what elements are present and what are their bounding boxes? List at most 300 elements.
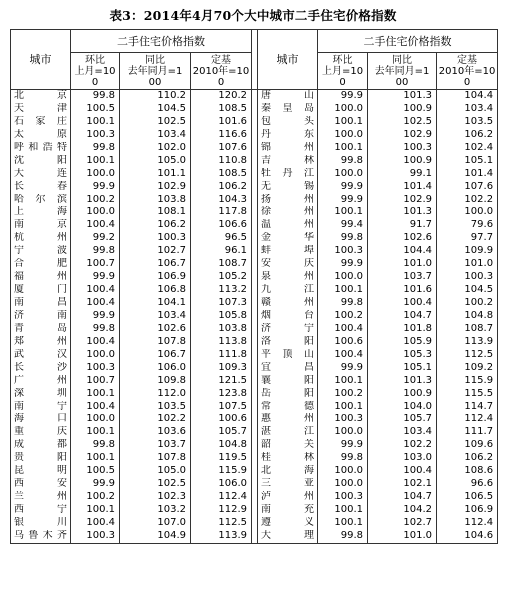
city-name: 杭 州 [14, 232, 67, 244]
index-group-header-left: 二手住宅价格指数 [71, 30, 252, 53]
index-value: 102.3 [157, 491, 186, 503]
index-value: 101.1 [157, 167, 186, 179]
price-index-table [10, 29, 498, 544]
city-name: 襄 阳 [261, 374, 315, 386]
city-name: 锦 州 [261, 141, 315, 153]
index-value: 112.4 [464, 413, 494, 425]
index-value: 105.1 [403, 361, 433, 373]
city-name: 泉 州 [261, 271, 315, 283]
index-value: 101.6 [218, 115, 248, 127]
index-value: 101.0 [464, 258, 494, 270]
index-value: 106.8 [157, 284, 186, 296]
index-value: 100.9 [403, 154, 433, 166]
index-value: 105.1 [464, 154, 494, 166]
city-name: 呼 和 浩 特 [14, 141, 67, 153]
city-name: 银 川 [14, 516, 67, 528]
index-value: 107.8 [157, 452, 186, 464]
index-value: 99.9 [340, 258, 364, 270]
index-value: 100.1 [334, 115, 364, 127]
index-value: 96.1 [224, 245, 248, 257]
index-value: 100.0 [334, 167, 364, 179]
index-value: 101.3 [403, 206, 433, 218]
index-value: 100.1 [334, 400, 364, 412]
city-column-right [258, 90, 318, 544]
city-name: 秦 皇 岛 [261, 102, 315, 114]
index-value: 100.4 [86, 516, 115, 528]
index-value: 100.4 [86, 219, 115, 231]
index-value: 100.1 [334, 504, 364, 515]
index-value: 104.8 [464, 309, 494, 321]
index-value: 101.0 [403, 258, 433, 270]
mom-header-left: 环比 上月=10 0 [71, 53, 120, 90]
yoy-header-left: 同比 去年同月=1 00 [120, 53, 191, 90]
index-value: 109.9 [464, 245, 494, 257]
index-value: 102.2 [403, 439, 433, 451]
city-name: 天 津 [14, 102, 67, 114]
city-header-right: 城市 [258, 30, 318, 90]
index-value: 99.9 [340, 180, 364, 192]
city-name: 西 宁 [14, 504, 67, 515]
index-value: 100.7 [86, 374, 115, 386]
index-value: 106.9 [157, 271, 186, 283]
index-value: 100.3 [403, 141, 433, 153]
index-value: 101.3 [403, 90, 433, 101]
index-value: 100.5 [86, 465, 115, 477]
index-value: 108.5 [218, 102, 248, 114]
index-value: 109.2 [464, 361, 494, 373]
index-value: 102.7 [403, 516, 433, 528]
city-name: 武 汉 [14, 348, 67, 360]
city-name: 南 宁 [14, 400, 67, 412]
index-value: 105.0 [157, 465, 186, 477]
city-name: 海 口 [14, 413, 67, 425]
city-name: 桂 林 [261, 452, 315, 464]
index-value: 99.8 [340, 452, 364, 464]
index-value: 105.2 [218, 271, 248, 283]
index-value: 99.8 [340, 297, 364, 308]
index-value: 100.5 [86, 102, 115, 114]
city-name: 上 海 [14, 206, 67, 218]
index-value: 103.4 [464, 102, 494, 114]
index-value: 102.2 [464, 193, 494, 205]
city-name: 牡 丹 江 [261, 167, 315, 179]
city-name: 青 岛 [14, 322, 67, 334]
index-value: 107.8 [157, 335, 186, 347]
index-value: 102.9 [403, 128, 433, 140]
index-value: 100.0 [86, 348, 115, 360]
index-value: 112.9 [218, 504, 248, 515]
index-value: 103.2 [157, 504, 186, 515]
index-value: 99.8 [92, 90, 115, 101]
city-name: 成 都 [14, 439, 67, 451]
index-value: 111.8 [218, 348, 248, 360]
index-value: 100.1 [86, 115, 115, 127]
city-name: 北 海 [261, 465, 315, 477]
index-value: 106.2 [464, 452, 494, 464]
city-name: 九 江 [261, 284, 315, 296]
index-value: 99.1 [409, 167, 433, 179]
index-value: 100.3 [86, 361, 115, 373]
index-value: 100.1 [86, 452, 115, 464]
index-value: 100.0 [334, 128, 364, 140]
index-value: 104.4 [403, 245, 433, 257]
index-value: 97.7 [470, 232, 494, 244]
index-value: 103.4 [157, 128, 186, 140]
index-value: 100.4 [334, 322, 364, 334]
index-value: 100.1 [86, 504, 115, 515]
index-value: 106.2 [218, 180, 248, 192]
index-value: 102.5 [403, 115, 433, 127]
city-name: 三 亚 [261, 478, 315, 490]
index-value: 100.9 [403, 102, 433, 114]
index-value: 100.4 [86, 400, 115, 412]
city-name: 徐 州 [261, 206, 315, 218]
index-value: 107.6 [464, 180, 494, 192]
index-value: 100.1 [334, 516, 364, 528]
index-value: 109.8 [157, 374, 186, 386]
city-name: 重 庆 [14, 426, 67, 438]
index-value: 111.7 [464, 426, 494, 438]
index-value: 103.5 [464, 115, 494, 127]
index-value: 79.6 [470, 219, 494, 231]
index-value: 99.8 [92, 141, 115, 153]
city-name: 郑 州 [14, 335, 67, 347]
index-value: 100.2 [334, 309, 364, 321]
index-value: 100.1 [334, 374, 364, 386]
city-name: 合 肥 [14, 258, 67, 270]
index-value: 100.4 [86, 297, 115, 308]
index-value: 103.5 [157, 400, 186, 412]
city-name: 平 顶 山 [261, 348, 315, 360]
index-value: 99.8 [92, 439, 115, 451]
index-value: 101.0 [403, 529, 433, 541]
index-value: 102.1 [403, 478, 433, 490]
city-name: 长 春 [14, 180, 67, 192]
index-value: 100.0 [464, 206, 494, 218]
index-value: 103.4 [157, 309, 186, 321]
index-value: 117.8 [218, 206, 248, 218]
index-value: 99.4 [340, 219, 364, 231]
index-value: 103.8 [218, 322, 248, 334]
index-value: 105.9 [403, 335, 433, 347]
index-value: 105.0 [157, 154, 186, 166]
index-value: 102.7 [157, 245, 186, 257]
mom-header-right: 环比 上月=10 0 [318, 53, 368, 90]
index-value: 104.4 [464, 90, 494, 101]
index-value: 100.2 [334, 387, 364, 399]
city-name: 宁 波 [14, 245, 67, 257]
index-value: 100.2 [464, 297, 494, 308]
index-value: 101.8 [403, 322, 433, 334]
index-value: 106.5 [464, 491, 494, 503]
city-name: 西 安 [14, 478, 67, 490]
city-name: 温 州 [261, 219, 315, 231]
index-value: 104.5 [464, 284, 494, 296]
city-name: 南 昌 [14, 297, 67, 308]
city-name: 无 锡 [261, 180, 315, 192]
city-name: 烟 台 [261, 309, 315, 321]
index-value: 113.2 [218, 284, 248, 296]
city-name: 唐 山 [261, 90, 315, 101]
index-value: 100.6 [334, 335, 364, 347]
index-value: 106.0 [157, 361, 186, 373]
index-value: 104.1 [157, 297, 186, 308]
index-value: 102.6 [403, 232, 433, 244]
index-value: 102.9 [157, 180, 186, 192]
index-value: 103.6 [157, 426, 186, 438]
city-name: 包 头 [261, 115, 315, 127]
index-value: 113.9 [464, 335, 494, 347]
index-value: 112.4 [464, 516, 494, 528]
index-value: 100.2 [86, 193, 115, 205]
index-value: 102.4 [464, 141, 494, 153]
index-value: 100.1 [86, 154, 115, 166]
index-value: 104.7 [403, 309, 433, 321]
index-value: 107.6 [218, 141, 248, 153]
index-value: 101.3 [403, 374, 433, 386]
table-title: 表3：2014年4月70个大中城市二手住宅价格指数 [109, 8, 397, 23]
index-value: 103.7 [403, 271, 433, 283]
city-name: 蚌 埠 [261, 245, 315, 257]
index-value: 100.0 [334, 465, 364, 477]
city-name: 宜 昌 [261, 361, 315, 373]
city-header-left: 城市 [11, 30, 71, 90]
index-value: 107.0 [157, 516, 186, 528]
city-name: 岳 阳 [261, 387, 315, 399]
index-value: 102.2 [157, 413, 186, 425]
city-name: 南 充 [261, 504, 315, 515]
index-value: 113.9 [218, 529, 248, 541]
city-name: 安 庆 [261, 258, 315, 270]
index-value: 105.3 [403, 348, 433, 360]
index-value: 106.7 [157, 258, 186, 270]
index-value: 100.3 [334, 245, 364, 257]
index-value: 106.2 [464, 128, 494, 140]
city-name: 深 圳 [14, 387, 67, 399]
index-value: 100.9 [403, 387, 433, 399]
index-value: 106.6 [218, 219, 248, 231]
index-value: 108.6 [464, 465, 494, 477]
index-value: 99.9 [92, 180, 115, 192]
index-value: 100.7 [86, 258, 115, 270]
index-value: 109.3 [218, 361, 248, 373]
city-name: 兰 州 [14, 491, 67, 503]
index-group-header-right: 二手住宅价格指数 [318, 30, 498, 53]
index-value: 113.8 [218, 335, 248, 347]
city-name: 太 原 [14, 128, 67, 140]
index-value: 119.5 [218, 452, 248, 464]
index-value: 112.4 [218, 491, 248, 503]
index-value: 112.5 [218, 516, 248, 528]
index-value: 100.0 [86, 167, 115, 179]
index-value: 105.8 [218, 309, 248, 321]
index-value: 100.0 [334, 478, 364, 490]
index-value: 103.8 [157, 193, 186, 205]
city-name: 赣 州 [261, 297, 315, 308]
index-value: 102.9 [403, 193, 433, 205]
index-value: 106.7 [157, 348, 186, 360]
mom-column-left [71, 90, 120, 544]
index-value: 100.3 [464, 271, 494, 283]
index-value: 100.3 [334, 491, 364, 503]
city-name: 厦 门 [14, 284, 67, 296]
index-value: 96.5 [224, 232, 248, 244]
index-value: 100.0 [334, 271, 364, 283]
base-column-left [191, 90, 252, 544]
index-value: 104.9 [157, 529, 186, 541]
city-name: 长 沙 [14, 361, 67, 373]
index-value: 114.7 [464, 400, 494, 412]
index-value: 99.9 [92, 271, 115, 283]
index-value: 100.3 [86, 128, 115, 140]
index-value: 101.4 [464, 167, 494, 179]
index-value: 108.7 [464, 322, 494, 334]
index-value: 110.8 [218, 154, 248, 166]
city-name: 哈 尔 滨 [14, 193, 67, 205]
index-value: 120.2 [218, 90, 248, 101]
index-value: 104.2 [403, 504, 433, 515]
index-value: 116.6 [218, 128, 248, 140]
city-name: 常 德 [261, 400, 315, 412]
index-value: 104.8 [218, 439, 248, 451]
city-name: 大 连 [14, 167, 67, 179]
index-value: 100.0 [334, 426, 364, 438]
city-column-left [11, 90, 71, 544]
index-value: 100.0 [86, 413, 115, 425]
index-value: 104.5 [157, 102, 186, 114]
city-name: 大 理 [261, 529, 315, 541]
index-value: 100.3 [157, 232, 186, 244]
city-name: 湛 江 [261, 426, 315, 438]
index-value: 100.4 [403, 465, 433, 477]
index-value: 104.7 [403, 491, 433, 503]
index-value: 102.5 [157, 115, 186, 127]
index-value: 115.9 [218, 465, 248, 477]
index-value: 102.6 [157, 322, 186, 334]
index-value: 100.0 [334, 102, 364, 114]
index-value: 112.0 [157, 387, 186, 399]
index-value: 100.1 [334, 141, 364, 153]
yoy-header-right: 同比 去年同月=1 00 [368, 53, 437, 90]
index-value: 100.0 [86, 206, 115, 218]
index-value: 110.2 [157, 90, 186, 101]
index-value: 99.9 [340, 193, 364, 205]
index-value: 100.1 [86, 426, 115, 438]
city-name: 福 州 [14, 271, 67, 283]
index-value: 107.3 [218, 297, 248, 308]
city-name: 遵 义 [261, 516, 315, 528]
city-name: 韶 关 [261, 439, 315, 451]
city-name: 沈 阳 [14, 154, 67, 166]
city-name: 乌 鲁 木 齐 [14, 529, 67, 541]
index-value: 101.4 [403, 180, 433, 192]
index-value: 99.8 [92, 245, 115, 257]
index-value: 103.7 [157, 439, 186, 451]
index-value: 100.3 [86, 529, 115, 541]
mom-column-right [318, 90, 368, 544]
index-value: 100.4 [86, 284, 115, 296]
index-value: 99.9 [92, 478, 115, 490]
index-value: 100.6 [218, 413, 248, 425]
index-value: 121.5 [218, 374, 248, 386]
city-name: 金 华 [261, 232, 315, 244]
index-value: 102.0 [157, 141, 186, 153]
index-value: 106.2 [157, 219, 186, 231]
yoy-column-right [368, 90, 437, 544]
index-value: 91.7 [409, 219, 433, 231]
city-name: 济 宁 [261, 322, 315, 334]
index-value: 101.6 [403, 284, 433, 296]
city-name: 惠 州 [261, 413, 315, 425]
index-value: 100.2 [86, 491, 115, 503]
index-value: 107.5 [218, 400, 248, 412]
base-column-right [437, 90, 498, 544]
index-value: 115.9 [464, 374, 494, 386]
yoy-column-left [120, 90, 191, 544]
index-value: 99.9 [340, 439, 364, 451]
index-value: 103.4 [403, 426, 433, 438]
index-value: 103.0 [403, 452, 433, 464]
index-value: 99.9 [340, 361, 364, 373]
index-value: 104.3 [218, 193, 248, 205]
index-value: 115.5 [464, 387, 494, 399]
city-name: 石 家 庄 [14, 115, 67, 127]
city-name: 丹 东 [261, 128, 315, 140]
city-name: 南 京 [14, 219, 67, 231]
city-name: 广 州 [14, 374, 67, 386]
index-value: 123.8 [218, 387, 248, 399]
index-value: 99.2 [92, 232, 115, 244]
index-value: 106.9 [464, 504, 494, 515]
base-header-left: 定基 2010年=10 0 [191, 53, 252, 90]
city-name: 贵 阳 [14, 452, 67, 464]
index-value: 109.6 [464, 439, 494, 451]
index-value: 108.7 [218, 258, 248, 270]
index-value: 99.8 [340, 232, 364, 244]
index-value: 99.9 [92, 309, 115, 321]
index-value: 106.0 [218, 478, 248, 490]
city-name: 洛 阳 [261, 335, 315, 347]
index-value: 104.0 [403, 400, 433, 412]
base-header-right: 定基 2010年=10 0 [437, 53, 498, 90]
index-value: 100.1 [334, 284, 364, 296]
index-value: 99.8 [340, 154, 364, 166]
city-name: 泸 州 [261, 491, 315, 503]
index-value: 100.4 [86, 335, 115, 347]
index-value: 99.8 [92, 322, 115, 334]
index-value: 104.6 [464, 529, 494, 541]
index-value: 100.4 [403, 297, 433, 308]
index-value: 100.1 [334, 206, 364, 218]
city-name: 济 南 [14, 309, 67, 321]
city-name: 吉 林 [261, 154, 315, 166]
index-value: 100.4 [334, 348, 364, 360]
index-value: 99.8 [340, 529, 364, 541]
index-value: 105.7 [403, 413, 433, 425]
city-name: 扬 州 [261, 193, 315, 205]
index-value: 100.1 [86, 387, 115, 399]
index-value: 105.7 [218, 426, 248, 438]
index-value: 99.9 [340, 90, 364, 101]
index-value: 108.5 [218, 167, 248, 179]
city-name: 北 京 [14, 90, 67, 101]
index-value: 100.3 [334, 413, 364, 425]
index-value: 102.5 [157, 478, 186, 490]
index-value: 112.5 [464, 348, 494, 360]
city-name: 昆 明 [14, 465, 67, 477]
index-value: 96.6 [470, 478, 494, 490]
index-value: 108.1 [157, 206, 186, 218]
